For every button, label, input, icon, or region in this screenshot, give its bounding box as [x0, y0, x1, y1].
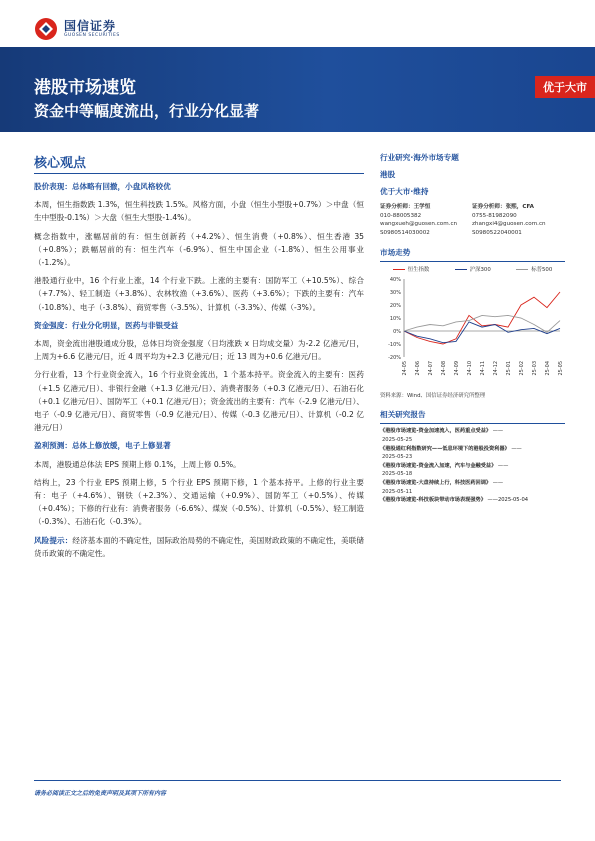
- paragraph-fund-heading: 资金强度：行业分化明显，医药与非银受益: [34, 320, 179, 330]
- y-tick-label: -20%: [388, 355, 401, 362]
- y-tick-label: 40%: [389, 277, 401, 284]
- investment-rating: 优于大市·维持: [380, 187, 429, 196]
- paragraph-fund: 本周，资金流出港股通成分股，总体日均资金强度（日均涨跌 x 日均成交量）为-2.2 亿港元/日，上周为+6.6 亿港元/日，近 4 周平均为+2.3 亿港元/日；近 13 周为+0.6 亿港元/日。: [34, 339, 364, 362]
- core-view-section: [34, 152, 364, 565]
- x-tick-label: 24-06: [414, 361, 421, 376]
- paragraph-eps-structure: 结构上，23 个行业 EPS 预期上修，5 个行业 EPS 预期下修，1 个基本持平。上修的行业主要有：电子（+4.6%）、钢铁（+2.3%）、交通运输（+0.9%）、国防军工（+0.5%）、传媒（+0.4%）；下修的行业有：消费者服务（-6.6%）、煤炭（-0.5%）、计算机（-0.5%）、轻工制造（-0.3%）、石油石化（-0.3%）。: [34, 477, 364, 527]
- section-title: 核心观点: [34, 156, 87, 171]
- y-tick-label: -10%: [388, 342, 401, 349]
- title-banner: [0, 47, 595, 132]
- analyst-2: 证券分析师：张熙，CFA 0755-81982090 zhangxi4@guosen.com.cn S0980522040001: [472, 204, 546, 236]
- series-line-0: [404, 292, 560, 344]
- page-subtitle: 资金中等幅度流出，行业分化显著: [34, 102, 260, 120]
- x-tick-label: 25-05: [557, 361, 564, 376]
- x-tick-label: 25-02: [518, 361, 525, 376]
- paragraph-price: 本周，恒生指数跌 1.3%，恒生科技跌 1.5%。风格方面，小盘（恒生小型股+0.7%）＞中盘（恒生中型股-0.1%）＞大盘（恒生大型股-1.4%）。: [34, 200, 364, 223]
- x-tick-label: 24-12: [492, 361, 499, 376]
- analyst-1: 证券分析师：王学恒 010-88005382 wangxueh@guosen.com.cn S0980514030002: [380, 204, 458, 236]
- related-reports-title: 相关研究报告: [380, 410, 426, 420]
- market-label: 港股: [380, 170, 396, 179]
- company-logo: [34, 16, 120, 42]
- report-date: 2025-05-11: [382, 488, 413, 495]
- x-tick-label: 24-05: [401, 361, 408, 376]
- legend-item-csi300: 沪深300: [455, 265, 491, 273]
- logo-name-cn: 国信证券: [64, 18, 117, 33]
- list-item[interactable]: 《港股市场速览-科技板块带动市场表现强势》 ——2025-05-04: [380, 497, 529, 504]
- chart-title: 市场走势: [380, 248, 411, 258]
- logo-name-en: GUOSEN SECURITIES: [64, 32, 120, 38]
- paragraph-fund-industry: 分行业看，13 个行业资金流入，16 个行业资金流出，1 个基本持平。资金流入的主要有：医药（+1.5 亿港元/日）、非银行金融（+1.3 亿港元/日）、消费者服务（+0.3 亿港元/日）、石油石化（+0.1 亿港元/日）、国防军工（+0.1 亿港元/日）；资金流出的主要有：汽车（-2.9 亿港元/日）、电子（-0.9 亿港元/日）、商贸零售（-0.9 亿港元/日）、传媒（-0.3 亿港元/日）、计算机（-0.2 亿港元/日）: [34, 370, 364, 433]
- y-tick-label: 0%: [393, 329, 401, 336]
- related-divider: [380, 423, 565, 424]
- analyst-info: [380, 203, 565, 237]
- chart-divider: [380, 261, 565, 262]
- report-date: 2025-05-23: [382, 454, 413, 461]
- section-divider: [34, 173, 364, 174]
- list-item[interactable]: 《港股市场速览-大盘持续上行，科技医药回调》 ——: [380, 479, 504, 486]
- paragraph-eps: 本周，港股通总体法 EPS 预期上修 0.1%，上周上修 0.5%。: [34, 459, 241, 469]
- list-item[interactable]: 《港股市场速览-资金流入加速，汽车与金融受益》 ——: [380, 462, 509, 469]
- x-tick-label: 25-04: [544, 361, 551, 376]
- x-tick-label: 25-01: [505, 361, 512, 376]
- footer-disclaimer[interactable]: 请务必阅读正文之后的免责声明及其项下所有内容: [34, 790, 167, 797]
- x-tick-label: 24-09: [453, 361, 460, 376]
- rating-badge: 优于大市: [535, 76, 595, 98]
- x-tick-label: 24-08: [440, 361, 447, 376]
- report-date: 2025-05-18: [382, 471, 413, 478]
- paragraph-concept: 概念指数中，涨幅居前的有：恒生创新药（+4.2%）、恒生消费（+0.8%）、恒生香港 35（+0.8%）；跌幅居前的有：恒生汽车（-6.9%）、恒生中国企业（-1.8%）、恒生公用事业（-1.2%）。: [34, 231, 364, 268]
- paragraph-eps-heading: 盈利预测：总体上修放缓，电子上修显著: [34, 441, 171, 451]
- chart-source: 资料来源：Wind、国信证券经济研究所整理: [380, 393, 486, 400]
- x-tick-label: 24-07: [427, 361, 434, 376]
- x-tick-label: 24-10: [466, 361, 473, 376]
- chart-legend: [380, 265, 565, 273]
- report-date: 2025-05-25: [382, 436, 413, 443]
- footer-divider: [34, 780, 561, 781]
- legend-item-hsi: 恒生指数: [393, 265, 430, 273]
- x-tick-label: 25-03: [531, 361, 538, 376]
- report-type: 行业研究·海外市场专题: [380, 153, 459, 162]
- paragraph-risk: 风险提示：经济基本面的不确定性，国际政治局势的不确定性，美国财政政策的不确定性，美联储货币政策的不确定性。: [34, 535, 365, 558]
- list-item[interactable]: 《港股市场速览-资金加速流入，医药重点受益》 ——: [380, 428, 504, 435]
- list-item[interactable]: 《港股通红利指数研究——低息环境下的港股投资利器》 ——: [380, 445, 522, 452]
- related-reports-list: [380, 427, 565, 504]
- market-trend-chart: [380, 273, 565, 385]
- y-tick-label: 30%: [389, 290, 401, 297]
- legend-item-sp500: 标普500: [516, 265, 552, 273]
- sidebar: [380, 152, 565, 505]
- guosen-logo-icon: [34, 17, 58, 41]
- y-tick-label: 10%: [389, 316, 401, 323]
- paragraph-price-heading: 股价表现：总体略有回撤，小盘风格较优: [34, 182, 171, 191]
- page-title: 港股市场速览: [34, 78, 136, 98]
- paragraph-industry: 港股通行业中，16 个行业上涨，14 个行业下跌。上涨的主要有：国防军工（+10.5%）、综合（+7.7%）、轻工制造（+3.8%）、农林牧渔（+3.6%）、医药（+3.6%）；下跌的主要有：汽车（-10.8%）、电子（-3.8%）、商贸零售（-3.5%）、计算机（-3.3%）、传媒（-3%）。: [34, 276, 364, 312]
- y-tick-label: 20%: [389, 303, 401, 310]
- x-tick-label: 24-11: [479, 361, 486, 376]
